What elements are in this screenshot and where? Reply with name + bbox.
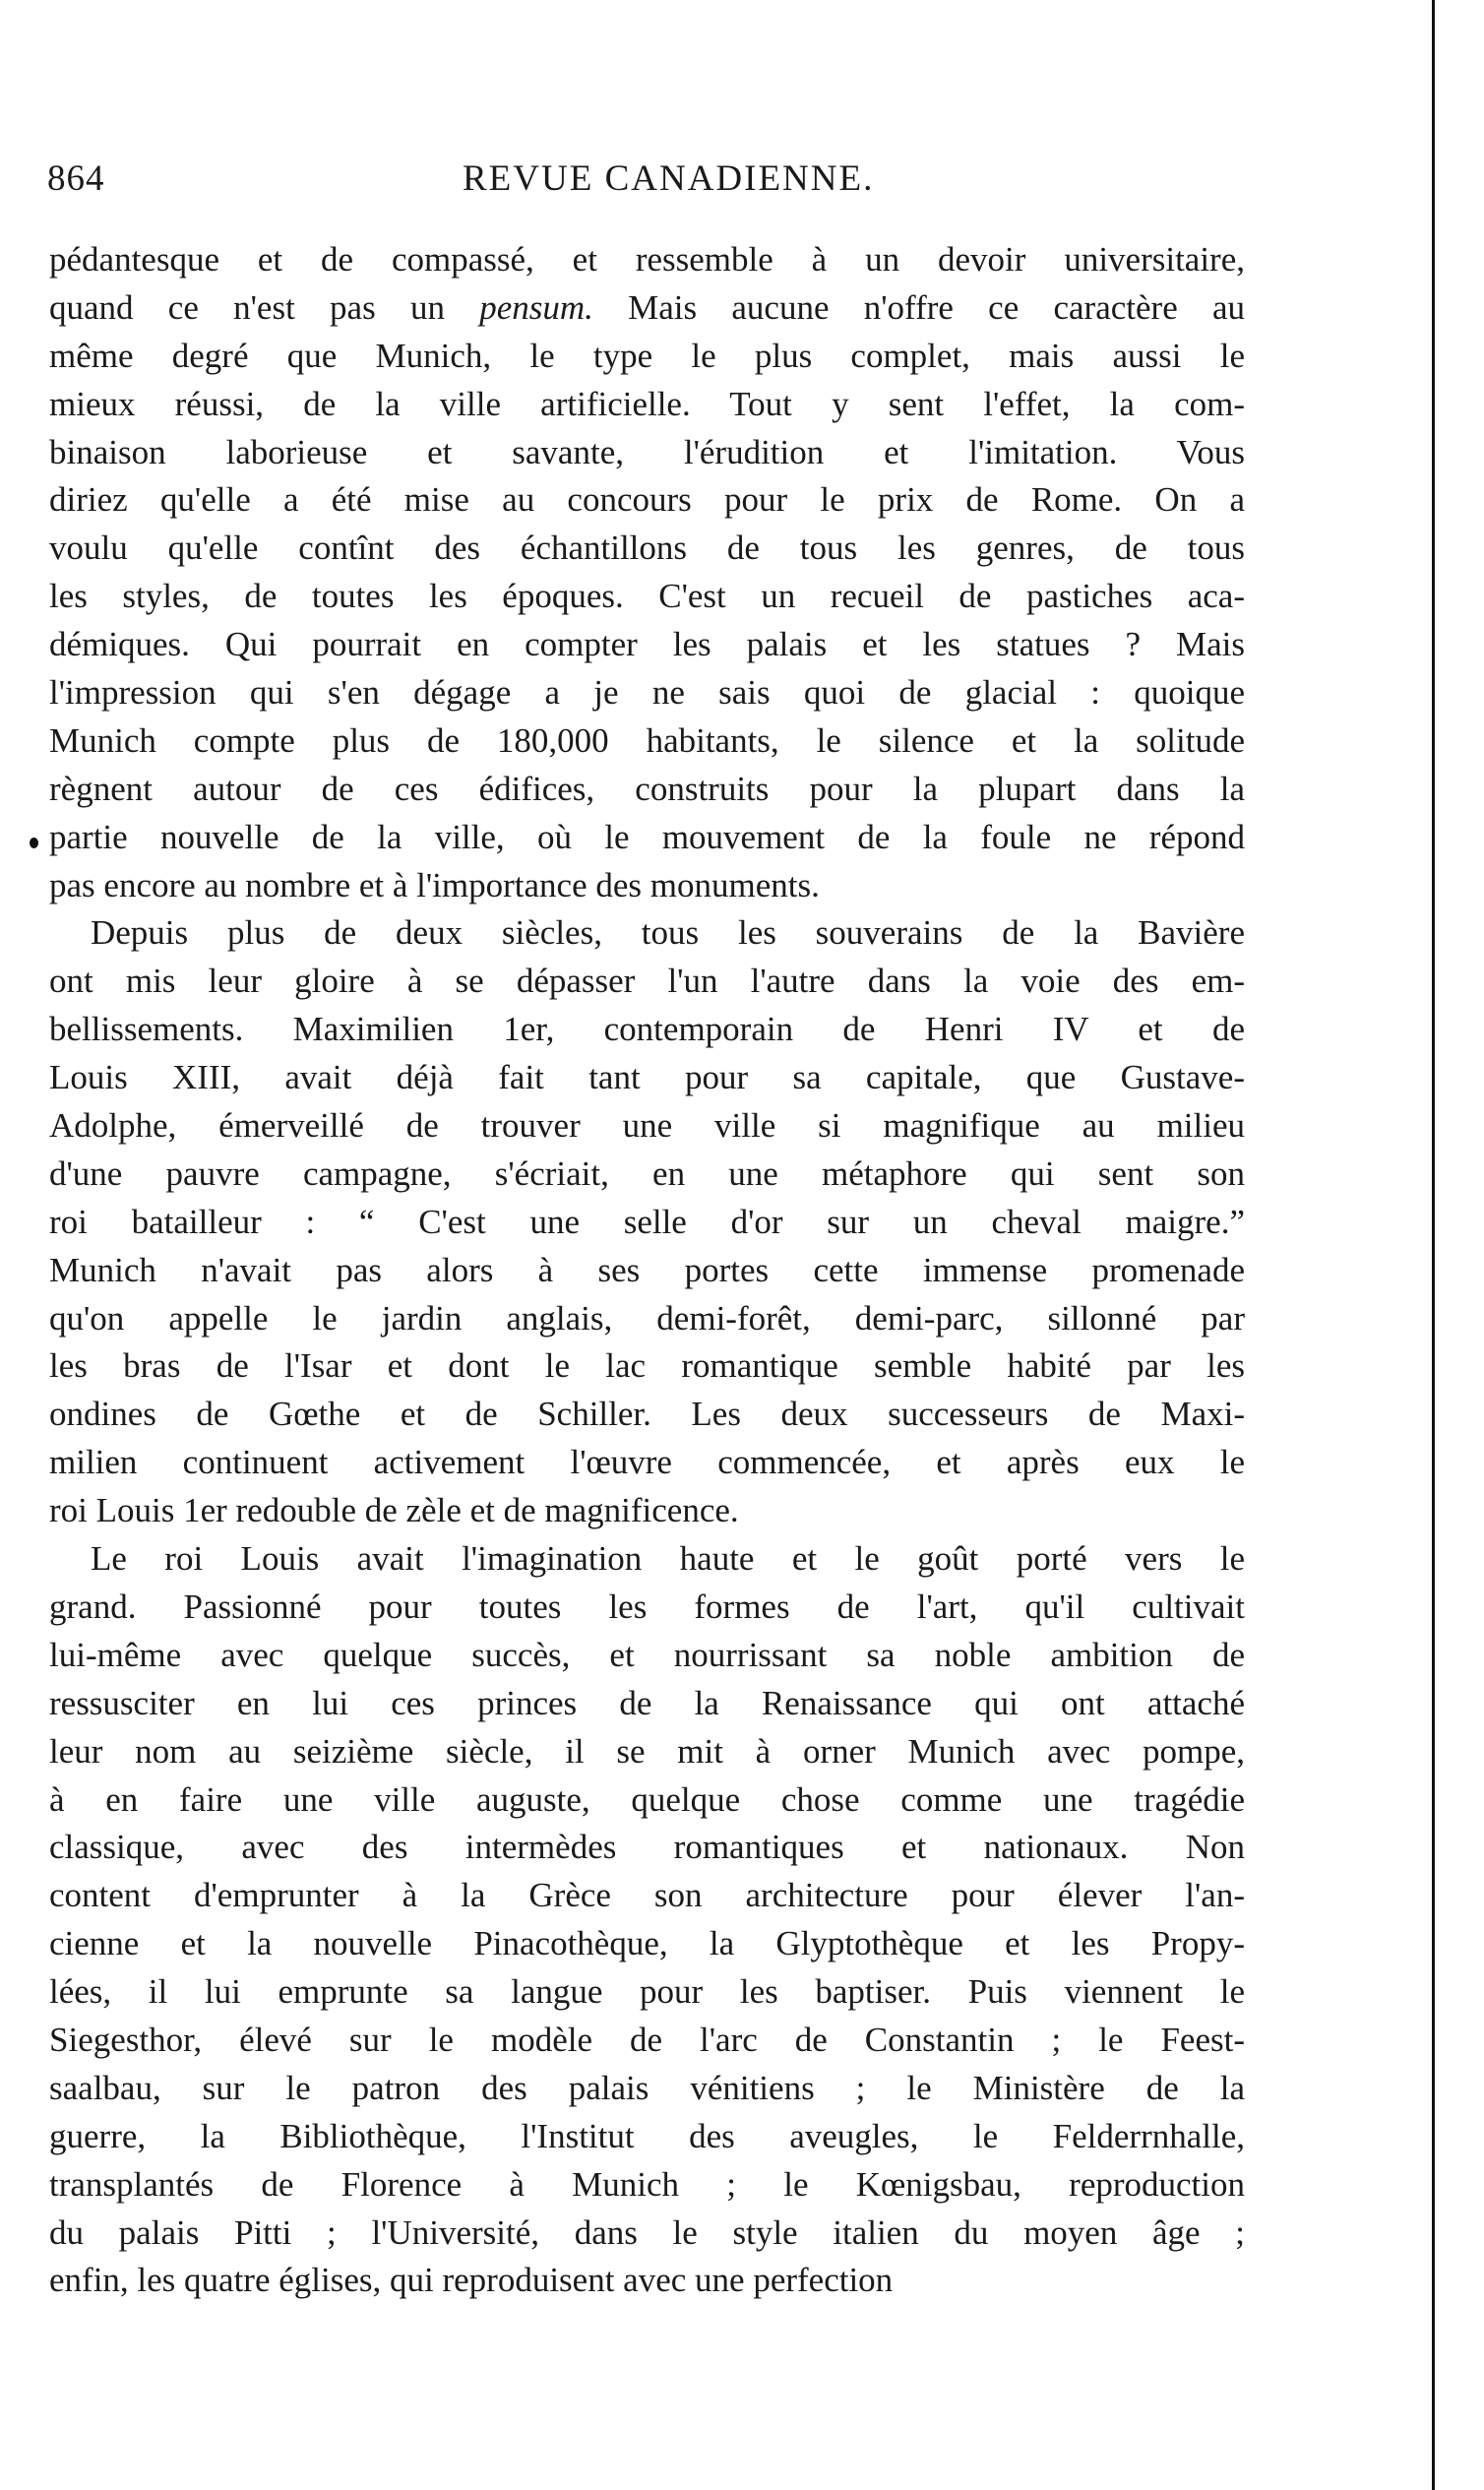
text-line: roi Louis 1er redouble de zèle et de magnificence. [49,1491,739,1530]
text-line: démiques. Qui pourrait en compter les palais et les statues ? Mais [49,625,1245,664]
text-line: saalbau, sur le patron des palais vénitiens ; le Ministère de la [49,2068,1245,2107]
text-line: l'impression qui s'en dégage a je ne sais quoi de glacial : quoique [49,673,1245,713]
text-line: lui-même avec quelque succès, et nourrissant sa noble ambition de [49,1635,1245,1674]
text-line: pas encore au nombre et à l'importance des monuments. [49,865,820,904]
page-number: 864 [47,158,105,199]
text-line: pédantesque et de compassé, et ressemble à un devoir universitaire, [49,240,1245,279]
text-line: guerre, la Bibliothèque, l'Institut des aveugles, le Felderrnhalle, [49,2116,1245,2155]
text-line: du palais Pitti ; l'Université, dans le style italien du moyen âge ; [49,2212,1245,2252]
text-line: grand. Passionné pour toutes les formes de l'art, qu'il cultivait [49,1587,1245,1626]
text-line: ondines de Gœthe et de Schiller. Les deux successeurs de Maxi- [49,1395,1245,1434]
text-line: Munich n'avait pas alors à ses portes cette immense promenade [49,1250,1245,1289]
text-line: mieux réussi, de la ville artificielle. Tout y sent l'effet, la com- [49,384,1245,423]
text-line: classique, avec des intermèdes romantiques et nationaux. Non [49,1828,1245,1867]
text-line: à en faire une ville auguste, quelque chose comme une tragédie [49,1779,1245,1819]
ink-mark [30,838,38,848]
text-line: binaison laborieuse et savante, l'érudition et l'imitation. Vous [49,432,1245,471]
text-line: leur nom au seizième siècle, il se mit à orner Munich avec pompe, [49,1731,1245,1771]
text-line: les bras de l'Isar et dont le lac romantique semble habité par les [49,1346,1245,1386]
text-line: Adolphe, émerveillé de trouver une ville si magnifique au milieu [49,1106,1245,1146]
text-line: Depuis plus de deux siècles, tous les souverains de la Bavière [91,913,1245,953]
text-line: Munich compte plus de 180,000 habitants, le silence et la solitude [49,720,1245,760]
article-body [49,236,1245,2305]
text-line: les styles, de toutes les époques. C'est un recueil de pastiches aca- [49,577,1245,616]
text-line: diriez qu'elle a été mise au concours pour le prix de Rome. On a [49,480,1245,520]
text-line: content d'emprunter à la Grèce son architecture pour élever l'an- [49,1876,1245,1915]
page-edge-rule [1432,0,1435,2490]
text-line: ont mis leur gloire à se dépasser l'un l'autre dans la voie des em- [49,962,1245,1001]
running-head [39,157,1260,207]
text-line: bellissements. Maximilien 1er, contemporain de Henri IV et de [49,1010,1245,1049]
text-line: partie nouvelle de la ville, où le mouvement de la foule ne répond [49,817,1245,856]
text-line: roi batailleur : “ C'est une selle d'or sur un cheval maigre.” [49,1202,1245,1241]
text-line: Siegesthor, élevé sur le modèle de l'arc de Constantin ; le Feest- [49,2020,1245,2059]
text-line: même degré que Munich, le type le plus complet, mais aussi le [49,336,1245,375]
text-line: règnent autour de ces édifices, construits pour la plupart dans la [49,769,1245,808]
text-line: Louis XIII, avait déjà fait tant pour sa capitale, que Gustave- [49,1058,1245,1097]
text-line: qu'on appelle le jardin anglais, demi-forêt, demi-parc, sillonné par [49,1298,1245,1338]
text-line: quand ce n'est pas un pensum. Mais aucune n'offre ce caractère au [49,287,1246,327]
text-line: ressusciter en lui ces princes de la Renaissance qui ont attaché [49,1683,1245,1722]
text-line: voulu qu'elle contînt des échantillons de tous les genres, de tous [49,529,1245,568]
text-line: enfin, les quatre églises, qui reproduisent avec une perfection [49,2261,894,2300]
text-line: d'une pauvre campagne, s'écriait, en une métaphore qui sent son [49,1153,1245,1193]
text-line: lées, il lui emprunte sa langue pour les baptiser. Puis viennent le [49,1972,1245,2012]
text-line: milien continuent activement l'œuvre commencée, et après eux le [49,1443,1245,1482]
text-line: Le roi Louis avait l'imagination haute et le goût porté vers le [91,1539,1245,1579]
text-line: transplantés de Florence à Munich ; le Kœnigsbau, reproduction [49,2164,1245,2204]
text-line: cienne et la nouvelle Pinacothèque, la Glyptothèque et les Propy- [49,1924,1245,1963]
journal-title: REVUE CANADIENNE. [463,158,875,199]
